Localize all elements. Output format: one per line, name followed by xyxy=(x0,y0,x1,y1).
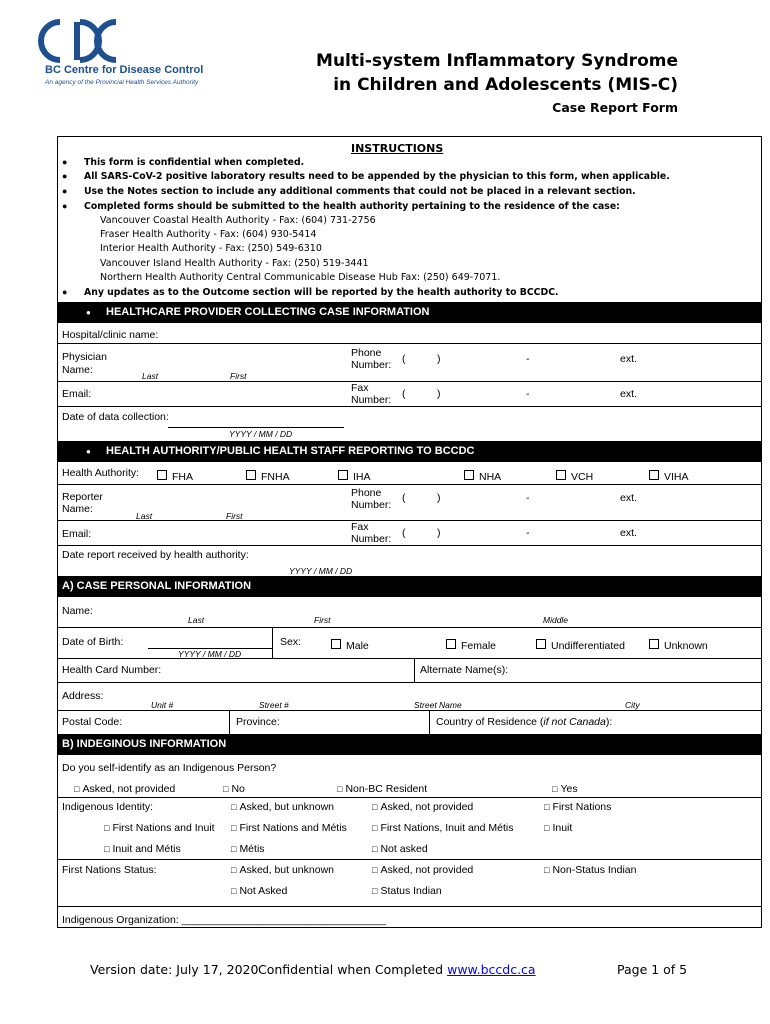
cdc-logo-icon xyxy=(38,16,128,68)
divider xyxy=(58,406,761,407)
fax-line: Northern Health Authority Central Communicable Disease Hub Fax: (250) 649-7071. xyxy=(100,272,501,283)
checkbox-icon[interactable]: □ xyxy=(372,802,378,812)
checkbox-icon[interactable]: □ xyxy=(372,865,378,875)
divider xyxy=(58,343,761,344)
divider xyxy=(58,484,761,485)
fax-label: Fax xyxy=(351,521,369,533)
option-fnha[interactable]: FNHA xyxy=(246,470,290,483)
dash: - xyxy=(526,388,530,400)
instruction-item: All SARS-CoV-2 positive laboratory results need to be appended by the physician to this form, when applicable. xyxy=(84,171,670,182)
dash: - xyxy=(526,492,530,504)
fax-line: Vancouver Coastal Health Authority - Fax: (604) 731-2756 xyxy=(100,215,376,226)
first-caption: First xyxy=(230,371,247,381)
email-label: Email: xyxy=(62,388,92,400)
checkbox-icon[interactable] xyxy=(246,470,256,480)
checkbox-icon[interactable]: □ xyxy=(552,784,558,794)
bccdc-logo xyxy=(20,12,230,92)
sex-option-undifferentiated[interactable]: Undifferentiated xyxy=(536,639,625,652)
checkbox-icon[interactable] xyxy=(464,470,474,480)
phone-label: Phone xyxy=(351,347,382,359)
checkbox-icon[interactable]: □ xyxy=(104,844,110,854)
logo-org-name: BC Centre for Disease Control xyxy=(45,64,204,76)
checkbox-icon[interactable]: □ xyxy=(544,802,550,812)
checkbox-icon[interactable] xyxy=(649,639,659,649)
divider xyxy=(229,710,230,734)
q-option-asked-not-provided[interactable]: □ Asked, not provided xyxy=(74,783,176,795)
divider xyxy=(429,710,430,734)
date-collection-label: Date of data collection: xyxy=(62,411,169,423)
fax-line: Vancouver Island Health Authority - Fax: (250) 519-3441 xyxy=(100,258,369,269)
fax-number-label: Number: xyxy=(351,533,392,545)
date-received-label: Date report received by health authority: xyxy=(62,549,249,561)
paren: ) xyxy=(437,492,441,504)
checkbox-icon[interactable]: □ xyxy=(231,823,237,833)
bullet-icon: ● xyxy=(86,447,91,456)
instruction-item: Any updates as to the Outcome section will be reported by the health authority to BCCDC. xyxy=(84,287,559,298)
checkbox-icon[interactable]: □ xyxy=(223,784,229,794)
indigenous-org-label: Indigenous Organization: ___________________________________ xyxy=(62,914,387,926)
paren: ( xyxy=(402,492,406,504)
option-nha[interactable]: NHA xyxy=(464,470,501,483)
date-line[interactable] xyxy=(168,427,344,428)
identity-option[interactable]: □ First Nations and Inuit xyxy=(104,822,215,834)
address-label: Address: xyxy=(62,690,104,702)
divider xyxy=(58,381,761,382)
bccdc-link[interactable]: www.bccdc.ca xyxy=(447,962,536,977)
fax-line: Fraser Health Authority - Fax: (604) 930-5414 xyxy=(100,229,317,240)
ext-label: ext. xyxy=(620,388,637,400)
identity-option[interactable]: □ First Nations, Inuit and Métis xyxy=(372,822,514,834)
middle-caption: Middle xyxy=(543,615,569,625)
divider xyxy=(58,627,761,628)
checkbox-icon[interactable]: □ xyxy=(372,886,378,896)
first-caption: First xyxy=(314,615,331,625)
form-title xyxy=(316,49,678,97)
divider xyxy=(58,859,761,860)
instructions-title: INSTRUCTIONS xyxy=(351,142,444,155)
sex-option-unknown[interactable]: Unknown xyxy=(649,639,708,652)
identity-label: Indigenous Identity: xyxy=(62,801,154,813)
title-line-2: in Children and Adolescents (MIS-C) xyxy=(333,75,678,95)
reporter-name-label: Name: xyxy=(62,503,93,515)
identity-option[interactable]: □ Métis xyxy=(231,843,265,855)
name-label: Name: xyxy=(62,605,93,617)
ext-label: ext. xyxy=(620,492,637,504)
checkbox-icon[interactable] xyxy=(446,639,456,649)
q-option-yes[interactable]: □ Yes xyxy=(552,783,578,795)
dob-format: YYYY / MM / DD xyxy=(178,649,242,659)
street-no-caption: Street # xyxy=(259,700,289,710)
section-header-indigenous: B) INDEGINOUS INFORMATION xyxy=(58,734,761,755)
identity-option[interactable]: □ Asked, not provided xyxy=(372,801,474,813)
identity-option[interactable]: □ Inuit xyxy=(544,822,573,834)
instruction-item: Completed forms should be submitted to the health authority pertaining to the residence of the case: xyxy=(84,201,620,212)
identity-option[interactable]: □ First Nations and Métis xyxy=(231,822,347,834)
fn-status-option[interactable]: □ Asked, but unknown xyxy=(231,864,334,876)
street-name-caption: Street Name xyxy=(414,700,462,710)
checkbox-icon[interactable]: □ xyxy=(544,865,550,875)
sex-label: Sex: xyxy=(280,636,302,648)
bullet-icon: ● xyxy=(62,171,68,181)
section-header-authority: ● HEALTH AUTHORITY/PUBLIC HEALTH STAFF REPORTING TO BCCDC xyxy=(58,441,761,462)
paren: ( xyxy=(402,353,406,365)
bullet-icon: ● xyxy=(62,186,68,196)
hospital-label: Hospital/clinic name: xyxy=(62,329,159,341)
alt-names-label: Alternate Name(s): xyxy=(420,664,509,676)
paren: ( xyxy=(402,388,406,400)
indigenous-question: Do you self-identify as an Indigenous Person? xyxy=(62,762,277,774)
checkbox-icon[interactable]: □ xyxy=(544,823,550,833)
dash: - xyxy=(526,353,530,365)
fn-status-option[interactable]: □ Status Indian xyxy=(372,885,442,897)
country-label: Country of Residence (if not Canada): xyxy=(436,716,613,728)
logo-tagline: An agency of the Provincial Health Services Authority xyxy=(45,79,199,86)
divider xyxy=(58,682,761,683)
checkbox-icon[interactable]: □ xyxy=(231,886,237,896)
phone-number-label: Number: xyxy=(351,499,392,511)
bullet-icon: ● xyxy=(86,308,91,317)
reporter-label: Reporter xyxy=(62,491,103,503)
paren: ( xyxy=(402,527,406,539)
physician-label: Physician xyxy=(62,351,107,363)
identity-option[interactable]: □ Inuit and Métis xyxy=(104,843,181,855)
sex-option-female[interactable]: Female xyxy=(446,639,496,652)
checkbox-icon[interactable] xyxy=(536,639,546,649)
phone-label: Phone xyxy=(351,487,382,499)
dash: - xyxy=(526,527,530,539)
divider xyxy=(58,520,761,521)
checkbox-icon[interactable] xyxy=(556,470,566,480)
identity-option[interactable]: □ Not asked xyxy=(372,843,428,855)
divider xyxy=(58,797,761,798)
fax-label: Fax xyxy=(351,382,369,394)
instruction-item: This form is confidential when completed. xyxy=(84,157,305,168)
checkbox-icon[interactable] xyxy=(338,470,348,480)
bullet-icon: ● xyxy=(62,157,68,167)
fn-status-option[interactable]: □ Non-Status Indian xyxy=(544,864,637,876)
section-header-provider: ● HEALTHCARE PROVIDER COLLECTING CASE INFORMATION xyxy=(58,302,761,323)
last-caption: Last xyxy=(136,511,153,521)
divider xyxy=(58,545,761,546)
ext-label: ext. xyxy=(620,527,637,539)
first-caption: First xyxy=(226,511,243,521)
form-subtitle: Case Report Form xyxy=(552,100,678,115)
option-viha[interactable]: VIHA xyxy=(649,470,689,483)
identity-option[interactable]: □ Asked, but unknown xyxy=(231,801,334,813)
option-iha[interactable]: IHA xyxy=(338,470,371,483)
dob-label: Date of Birth: xyxy=(62,636,124,648)
checkbox-icon[interactable]: □ xyxy=(337,784,343,794)
bullet-icon: ● xyxy=(62,201,68,211)
health-card-label: Health Card Number: xyxy=(62,664,162,676)
paren: ) xyxy=(437,388,441,400)
checkbox-icon[interactable]: □ xyxy=(231,844,237,854)
confidential-note: Confidential when Completed www.bccdc.ca xyxy=(258,962,536,977)
divider xyxy=(414,658,415,682)
checkbox-icon[interactable]: □ xyxy=(231,802,237,812)
divider xyxy=(58,710,761,711)
fn-status-option[interactable]: □ Not Asked xyxy=(231,885,288,897)
checkbox-icon[interactable] xyxy=(331,639,341,649)
q-option-non-bc-resident[interactable]: □ Non-BC Resident xyxy=(337,783,428,795)
city-caption: City xyxy=(625,700,640,710)
date-format: YYYY / MM / DD xyxy=(289,566,353,576)
paren: ) xyxy=(437,527,441,539)
section-header-personal: A) CASE PERSONAL INFORMATION xyxy=(58,576,761,597)
checkbox-icon[interactable] xyxy=(649,470,659,480)
checkbox-icon[interactable]: □ xyxy=(104,823,110,833)
fn-status-option[interactable]: □ Asked, not provided xyxy=(372,864,474,876)
checkbox-icon[interactable]: □ xyxy=(231,865,237,875)
fn-status-label: First Nations Status: xyxy=(62,864,157,876)
ext-label: ext. xyxy=(620,353,637,365)
divider xyxy=(58,906,761,907)
last-caption: Last xyxy=(188,615,205,625)
date-format: YYYY / MM / DD xyxy=(229,429,293,439)
checkbox-icon[interactable]: □ xyxy=(372,844,378,854)
postal-label: Postal Code: xyxy=(62,716,123,728)
last-caption: Last xyxy=(142,371,159,381)
divider xyxy=(58,658,761,659)
option-vch[interactable]: VCH xyxy=(556,470,593,483)
phone-number-label: Number: xyxy=(351,359,392,371)
title-line-1: Multi-system Inflammatory Syndrome xyxy=(316,51,678,71)
paren: ) xyxy=(437,353,441,365)
page-number: Page 1 of 5 xyxy=(617,962,688,977)
unit-caption: Unit # xyxy=(151,700,174,710)
fax-line: Interior Health Authority - Fax: (250) 549-6310 xyxy=(100,243,322,254)
sex-option-male[interactable]: Male xyxy=(331,639,369,652)
instruction-item: Use the Notes section to include any additional comments that could not be placed in a relevant section. xyxy=(84,186,636,197)
divider xyxy=(272,627,273,658)
health-authority-label: Health Authority: xyxy=(62,467,140,479)
bullet-icon: ● xyxy=(62,287,68,297)
fax-number-label: Number: xyxy=(351,394,392,406)
email-label: Email: xyxy=(62,528,92,540)
checkbox-icon[interactable]: □ xyxy=(74,784,80,794)
option-fha[interactable]: FHA xyxy=(157,470,193,483)
physician-name-label: Name: xyxy=(62,364,93,376)
province-label: Province: xyxy=(236,716,280,728)
identity-option[interactable]: □ First Nations xyxy=(544,801,612,813)
checkbox-icon[interactable] xyxy=(157,470,167,480)
version-date: Version date: July 17, 2020 xyxy=(90,962,259,977)
q-option-no[interactable]: □ No xyxy=(223,783,245,795)
checkbox-icon[interactable]: □ xyxy=(372,823,378,833)
